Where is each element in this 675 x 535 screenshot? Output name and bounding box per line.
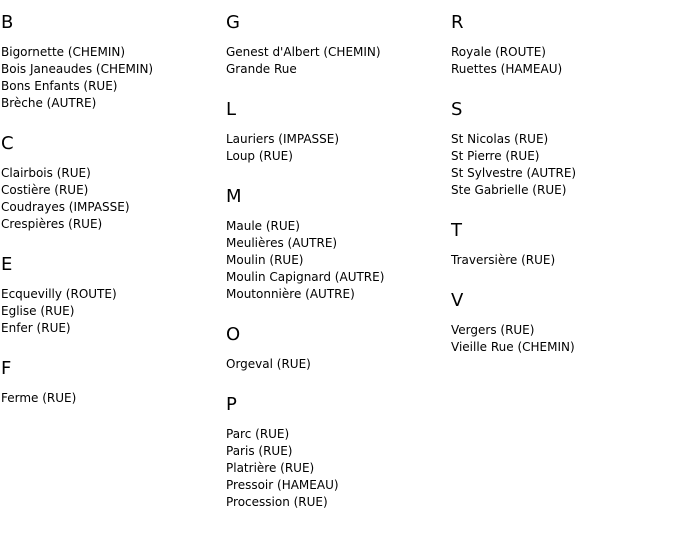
letter-heading: M (226, 186, 243, 207)
letter-heading: O (226, 324, 241, 345)
letter-group (451, 13, 675, 78)
street-link[interactable]: Crespières (RUE) (1, 217, 103, 231)
street-list (1, 390, 226, 407)
street-list (1, 286, 226, 337)
letter-heading: L (226, 99, 237, 120)
letter-heading: S (451, 99, 463, 120)
street-list (451, 44, 675, 78)
street-link[interactable]: Procession (RUE) (226, 495, 328, 509)
street-link[interactable]: Loup (RUE) (226, 149, 293, 163)
street-link[interactable]: Moulin (RUE) (226, 253, 304, 267)
letter-heading: R (451, 12, 465, 33)
street-link[interactable]: Moulin Capignard (AUTRE) (226, 270, 385, 284)
street-list (226, 131, 451, 165)
street-link[interactable]: Traversière (RUE) (451, 253, 556, 267)
index-column (1, 13, 226, 429)
street-list (226, 426, 451, 511)
street-link[interactable]: Brèche (AUTRE) (1, 96, 97, 110)
letter-group (226, 13, 451, 78)
street-list (226, 356, 451, 373)
letter-heading: V (451, 290, 464, 311)
street-link[interactable]: Grande Rue (226, 62, 297, 76)
letter-heading: C (1, 133, 15, 154)
letter-heading: G (226, 12, 241, 33)
street-list (451, 252, 675, 269)
letter-group (226, 187, 451, 303)
street-link[interactable]: Vergers (RUE) (451, 323, 535, 337)
street-link[interactable]: Eglise (RUE) (1, 304, 75, 318)
letter-group (1, 359, 226, 407)
letter-heading: B (1, 12, 14, 33)
street-link[interactable]: Ruettes (HAMEAU) (451, 62, 563, 76)
street-list (1, 165, 226, 233)
letter-group (1, 134, 226, 233)
index-column (451, 13, 675, 378)
letter-group (226, 395, 451, 511)
letter-group (226, 325, 451, 373)
letter-heading: T (451, 220, 463, 241)
street-link[interactable]: Coudrayes (IMPASSE) (1, 200, 130, 214)
letter-group (451, 291, 675, 356)
street-link[interactable]: Bons Enfants (RUE) (1, 79, 118, 93)
street-list (451, 322, 675, 356)
street-link[interactable]: Maule (RUE) (226, 219, 300, 233)
street-link[interactable]: Genest d'Albert (CHEMIN) (226, 45, 381, 59)
street-link[interactable]: Platrière (RUE) (226, 461, 315, 475)
street-list (451, 131, 675, 199)
street-link[interactable]: Clairbois (RUE) (1, 166, 91, 180)
street-link[interactable]: St Sylvestre (AUTRE) (451, 166, 577, 180)
street-link[interactable]: Paris (RUE) (226, 444, 293, 458)
street-link[interactable]: Ecquevilly (ROUTE) (1, 287, 117, 301)
street-link[interactable]: Pressoir (HAMEAU) (226, 478, 339, 492)
street-link[interactable]: Parc (RUE) (226, 427, 290, 441)
letter-group (1, 13, 226, 112)
street-link[interactable]: Moutonnière (AUTRE) (226, 287, 355, 301)
street-link[interactable]: Orgeval (RUE) (226, 357, 311, 371)
street-link[interactable]: Meulières (AUTRE) (226, 236, 338, 250)
street-link[interactable]: St Pierre (RUE) (451, 149, 540, 163)
index-column (226, 13, 451, 533)
letter-heading: P (226, 394, 238, 415)
letter-heading: F (1, 358, 12, 379)
street-link[interactable]: Ste Gabrielle (RUE) (451, 183, 567, 197)
street-link[interactable]: Bigornette (CHEMIN) (1, 45, 126, 59)
street-link[interactable]: Costière (RUE) (1, 183, 89, 197)
street-link[interactable]: Enfer (RUE) (1, 321, 71, 335)
street-link[interactable]: Royale (ROUTE) (451, 45, 546, 59)
street-link[interactable]: Ferme (RUE) (1, 391, 77, 405)
letter-group (451, 221, 675, 269)
street-link[interactable]: St Nicolas (RUE) (451, 132, 549, 146)
street-list (226, 44, 451, 78)
street-list (226, 218, 451, 303)
street-link[interactable]: Lauriers (IMPASSE) (226, 132, 340, 146)
letter-heading: E (1, 254, 13, 275)
letter-group (226, 100, 451, 165)
street-list (1, 44, 226, 112)
street-link[interactable]: Vieille Rue (CHEMIN) (451, 340, 575, 354)
letter-group (451, 100, 675, 199)
street-link[interactable]: Bois Janeaudes (CHEMIN) (1, 62, 154, 76)
letter-group (1, 255, 226, 337)
